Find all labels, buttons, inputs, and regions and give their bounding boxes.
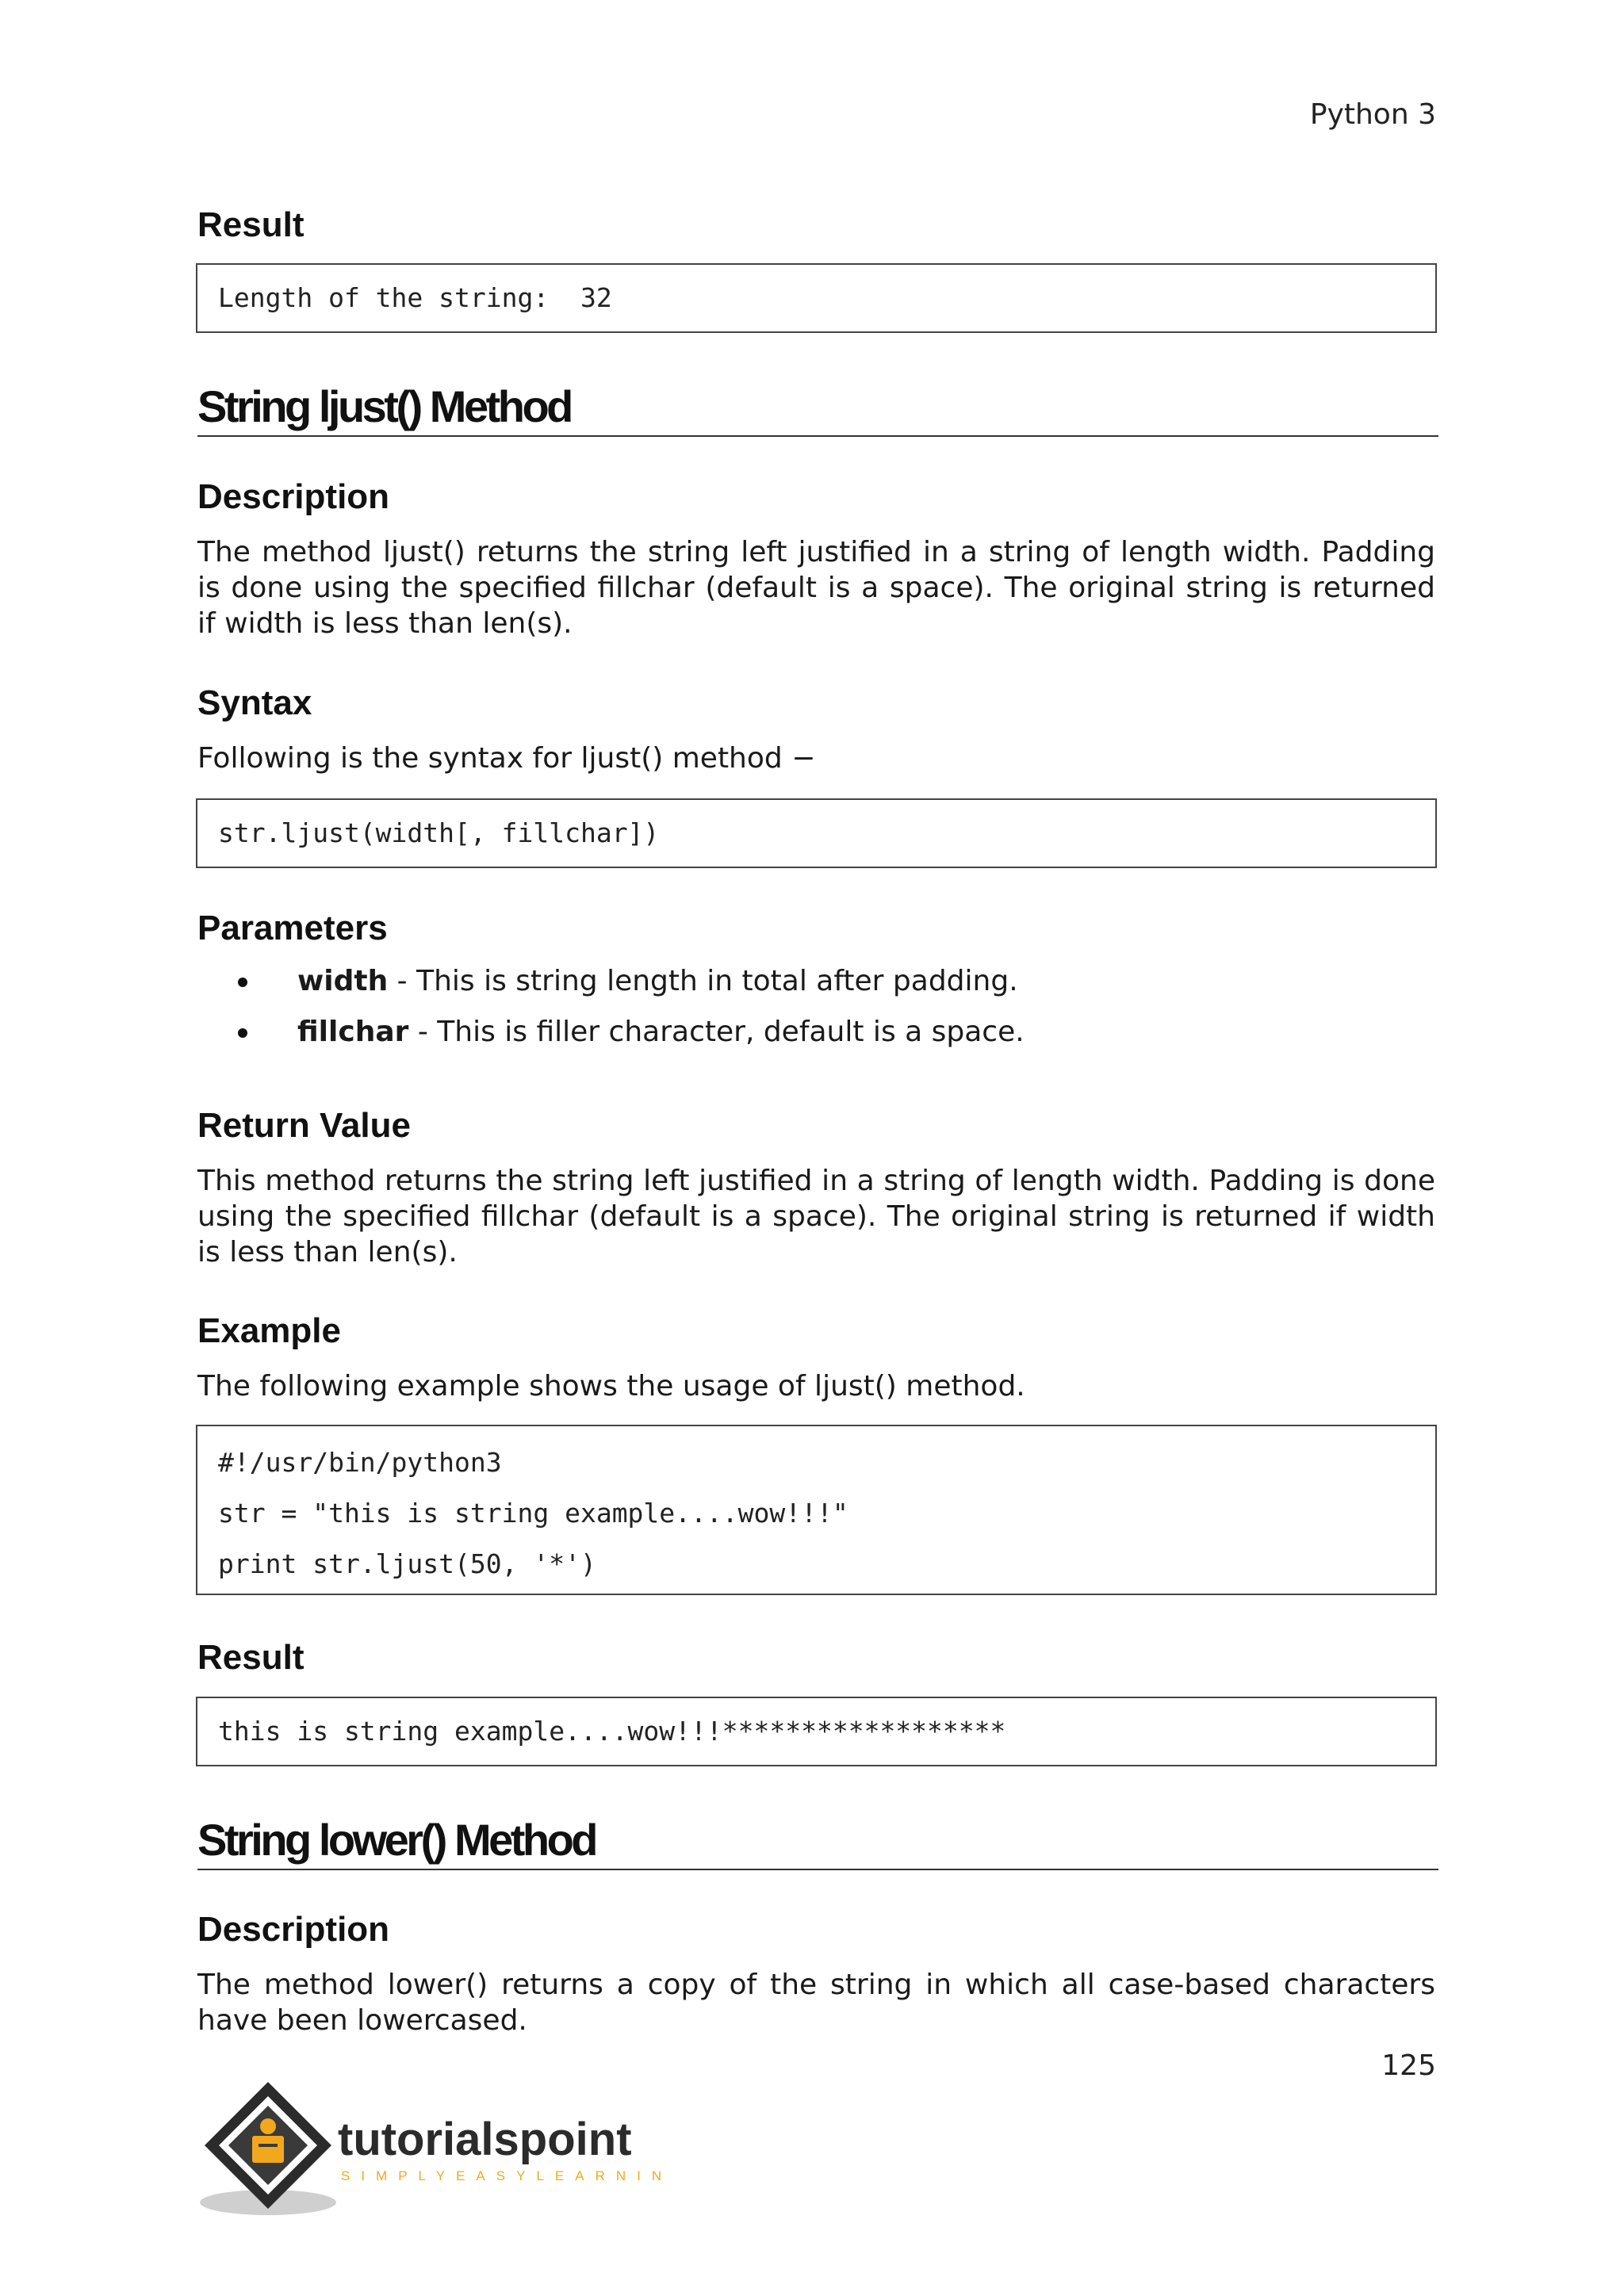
result-code-box	[196, 1697, 1437, 1766]
description-heading: Description	[197, 1910, 390, 1949]
section-title-ljust: String ljust() Method	[197, 381, 1438, 437]
code-line: Length of the string: 32	[218, 282, 612, 313]
return-value-text: This method returns the string left justified in a string of length width. Padding is done using the specified fillchar (default is a space). The original string is returned if width is less than len(s).	[197, 1165, 1435, 1269]
code-line: print str.ljust(50, '*')	[218, 1548, 596, 1579]
description-heading: Description	[197, 477, 390, 516]
bullet-icon	[238, 1028, 247, 1038]
header-title: Python 3	[1309, 98, 1436, 131]
list-item	[238, 956, 1427, 1007]
list-item	[238, 1007, 1427, 1058]
syntax-code-box	[196, 798, 1437, 868]
bullet-icon	[238, 978, 247, 987]
parameters-heading: Parameters	[197, 909, 388, 947]
code-line: str.ljust(width[, fillchar])	[218, 817, 660, 848]
example-text: The following example shows the usage of ljust() method.	[197, 1370, 1025, 1402]
code-line: #!/usr/bin/python3	[218, 1447, 502, 1478]
code-line: this is string example....wow!!!******************	[218, 1716, 1006, 1747]
param-text: - This is string length in total after padding.	[388, 965, 1018, 997]
example-code-box	[196, 1425, 1437, 1595]
syntax-text: Following is the syntax for ljust() method −	[197, 742, 816, 775]
code-line: str = "this is string example....wow!!!"	[218, 1498, 848, 1529]
param-name: width	[297, 965, 389, 997]
return-value-heading: Return Value	[197, 1106, 411, 1145]
result-code-box	[196, 263, 1437, 333]
result-heading: Result	[197, 205, 304, 244]
logo-tagline: SIMPLYEASYLEARNING	[341, 2168, 672, 2183]
description-text: The method lower() returns a copy of the string in which all case-based characters have been lowercased.	[197, 1969, 1435, 2037]
section-title-lower: String lower() Method	[197, 1814, 1438, 1870]
logo-icon	[197, 2077, 672, 2220]
parameters-list	[238, 956, 1427, 1058]
result-heading: Result	[197, 1638, 304, 1677]
description-text: The method ljust() returns the string left justified in a string of length width. Padding is done using the specified fillchar (default is a space). The original string is returned if width is less than len(s).	[197, 536, 1435, 640]
param-name: fillchar	[297, 1016, 409, 1048]
page-number: 125	[1381, 2049, 1436, 2082]
logo-wordmark: tutorialspoint	[338, 2114, 632, 2165]
example-heading: Example	[197, 1311, 341, 1350]
param-text: - This is filler character, default is a space.	[408, 1016, 1025, 1048]
tutorialspoint-logo	[197, 2077, 672, 2220]
syntax-heading: Syntax	[197, 683, 312, 722]
